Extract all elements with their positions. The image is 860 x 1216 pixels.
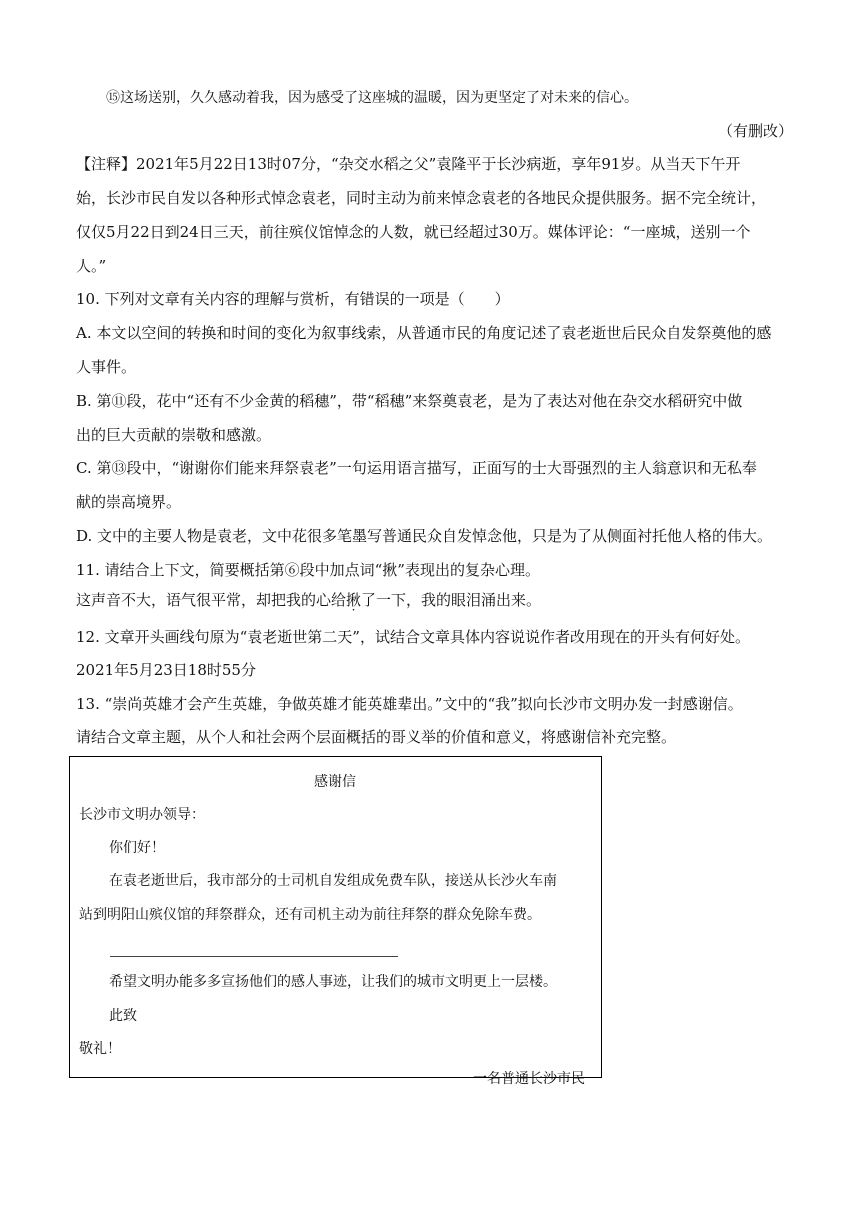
question-11-stem: 11. 请结合上下文，简要概括第⑥段中加点词“揪”表现出的复杂心理。 [76,561,540,579]
letter-greeting: 你们好！ [109,840,165,856]
option-b: B. 第⑪段，花中“还有不少金黄的稻穗”，带“稻穗”来祭奠袁老，是为了表达对他在杂交水稻研究中做 [76,392,743,410]
passage-final-paragraph: ⑮这场送别，久久感动着我，因为感受了这座城的温暖，因为更坚定了对未来的信心。 [106,90,638,106]
letter-closing-2: 敬礼！ [79,1041,121,1057]
letter-closing-1: 此致 [109,1008,137,1024]
letter-title: 感谢信 [314,774,356,790]
question-12-quote: 2021年5月23日18时55分 [76,661,256,679]
answer-blank-line[interactable] [110,956,398,957]
option-d: D. 文中的主要人物是袁老，文中花很多笔墨写普通民众自发悼念他，只是为了从侧面衬托他人格的伟大。 [76,527,773,545]
letter-hope: 希望文明办能多多宣扬他们的感人事迹，让我们的城市文明更上一层楼。 [109,974,557,990]
annotation-line: 始，长沙市民自发以各种形式悼念袁老，同时主动为前来悼念袁老的各地民众提供服务。据不完全统计， [76,189,767,207]
letter-salutation: 长沙市文明办领导： [79,807,205,823]
dotted-word: 揪 [346,591,362,609]
annotation-line: 仅仅5月22日到24日三天，前往殡仪馆悼念的人数，就已经超过30万。媒体评论：“一座城，送别一个 [76,223,751,241]
letter-signature: 一名普通长沙市民 [473,1071,585,1087]
option-c-cont: 献的崇高境界。 [76,493,182,511]
annotation-line: 【注释】2021年5月22日13时07分，“杂交水稻之父”袁隆平于长沙病逝，享年91岁。从当天下午开 [76,155,741,173]
question-12-stem: 12. 文章开头画线句原为“袁老逝世第二天”，试结合文章具体内容说说作者改用现在的开头有何好处。 [76,628,750,646]
option-a: A. 本文以空间的转换和时间的变化为叙事线索，从普通市民的角度记述了袁老逝世后民众自发祭奠他的感 [76,324,772,342]
letter-body: 在袁老逝世后，我市部分的士司机自发组成免费车队，接送从长沙火车南 [109,873,557,889]
question-10-stem: 10. 下列对文章有关内容的理解与赏析，有错误的一项是（ ） [76,290,510,308]
question-13-stem: 13. “崇尚英雄才会产生英雄，争做英雄才能英雄辈出。”文中的“我”拟向长沙市文明办发一封感谢信。 [76,695,743,713]
option-c: C. 第⑬段中，“谢谢你们能来拜祭袁老”一句运用语言描写，正面写的士大哥强烈的主人翁意识和无私奉 [76,459,757,477]
annotation-line: 人。” [76,257,107,275]
question-11-quote [76,590,541,610]
quote-text: 这声音不大，语气很平常，却把我的心给 [76,591,347,609]
question-13-stem-cont: 请结合文章主题，从个人和社会两个层面概括的哥义举的价值和意义，将感谢信补充完整。 [76,728,677,746]
option-a-cont: 人事件。 [76,358,137,376]
thank-you-letter-box [69,756,602,1087]
quote-text: 了一下，我的眼泪涌出来。 [361,591,542,609]
option-b-cont: 出的巨大贡献的崇敬和感激。 [76,426,272,444]
source-note: （有删改） [718,122,794,140]
letter-body-cont: 站到明阳山殡仪馆的拜祭群众，还有司机主动为前往拜祭的群众免除车费。 [79,907,541,923]
